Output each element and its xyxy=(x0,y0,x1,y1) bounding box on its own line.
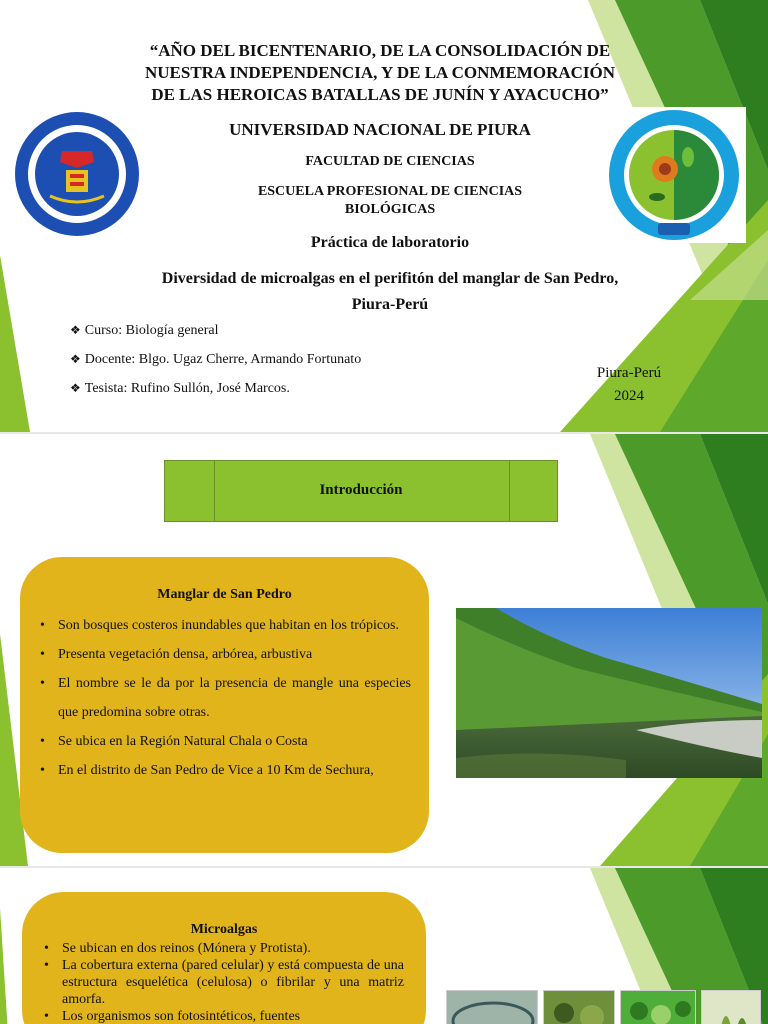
course-info-item: ❖ Tesista: Rufino Sullón, José Marcos. xyxy=(70,381,290,396)
list-item: • En el distrito de San Pedro de Vice a 10 Km de Sechura, xyxy=(40,756,411,785)
list-item: • La cobertura externa (pared celular) y está compuesta de una estructura esquelética (celulosa) o fibrilar y una matriz amorfa. xyxy=(44,957,404,1008)
microalgae-photo xyxy=(620,990,696,1024)
microalgae-photo xyxy=(701,990,761,1024)
place-and-year: Piura-Perú 2024 xyxy=(596,365,662,404)
microalgae-photo xyxy=(543,990,615,1024)
manglar-bullet-list xyxy=(40,611,411,785)
manglar-info-panel xyxy=(20,557,429,853)
list-item: • Son bosques costeros inundables que habitan en los trópicos. xyxy=(40,611,411,640)
diamond-bullet-icon: ❖ xyxy=(70,323,81,337)
panel-title: Microalgas xyxy=(190,922,258,937)
mangrove-photo xyxy=(456,608,762,778)
university-seal-logo xyxy=(10,106,144,242)
list-item: • Se ubican en dos reinos (Mónera y Protista). xyxy=(44,940,404,957)
slide-title xyxy=(0,0,768,432)
list-item: • Se ubica en la Región Natural Chala o Costa xyxy=(40,727,411,756)
research-title: Diversidad de microalgas en el perifitón del manglar de San Pedro, Piura-Perú xyxy=(161,270,619,313)
microalgae-bullet-list xyxy=(44,940,404,1024)
list-item: • El nombre se le da por la presencia de mangle una especies que predomina sobre otras. xyxy=(40,669,411,727)
diamond-bullet-icon: ❖ xyxy=(70,352,81,366)
list-item: • Los organismos son fotosintéticos, fuentes xyxy=(44,1008,404,1024)
practice-label: Práctica de laboratorio xyxy=(310,234,470,251)
microalgae-info-panel xyxy=(22,892,426,1024)
section-title: Introducción xyxy=(319,482,403,498)
school-seal-logo xyxy=(603,107,746,243)
course-info-item: ❖ Docente: Blgo. Ugaz Cherre, Armando Fortunato xyxy=(70,352,362,367)
diamond-bullet-icon: ❖ xyxy=(70,381,81,395)
panel-title: Manglar de San Pedro xyxy=(157,587,292,602)
course-info-list xyxy=(70,320,530,407)
microalgae-photo xyxy=(446,990,538,1024)
list-item: • Presenta vegetación densa, arbórea, arbustiva xyxy=(40,640,411,669)
school-name: ESCUELA PROFESIONAL DE CIENCIAS BIOLÓGICAS xyxy=(257,184,523,217)
university-name: UNIVERSIDAD NACIONAL DE PIURA xyxy=(229,120,531,139)
slide-microalgae xyxy=(0,868,768,1024)
slide-introduction xyxy=(0,434,768,866)
slide-title-heading: “AÑO DEL BICENTENARIO, DE LA CONSOLIDACIÓN DE NUESTRA INDEPENDENCIA, Y DE LA CONMEMORACIÓN DE LAS HEROICAS BATALLAS DE JUNÍN Y AYACUCHO” xyxy=(144,41,616,104)
section-header-introduction xyxy=(164,460,558,522)
course-info-item: ❖ Curso: Biología general xyxy=(70,323,219,338)
faculty-name: FACULTAD DE CIENCIAS xyxy=(305,154,475,169)
